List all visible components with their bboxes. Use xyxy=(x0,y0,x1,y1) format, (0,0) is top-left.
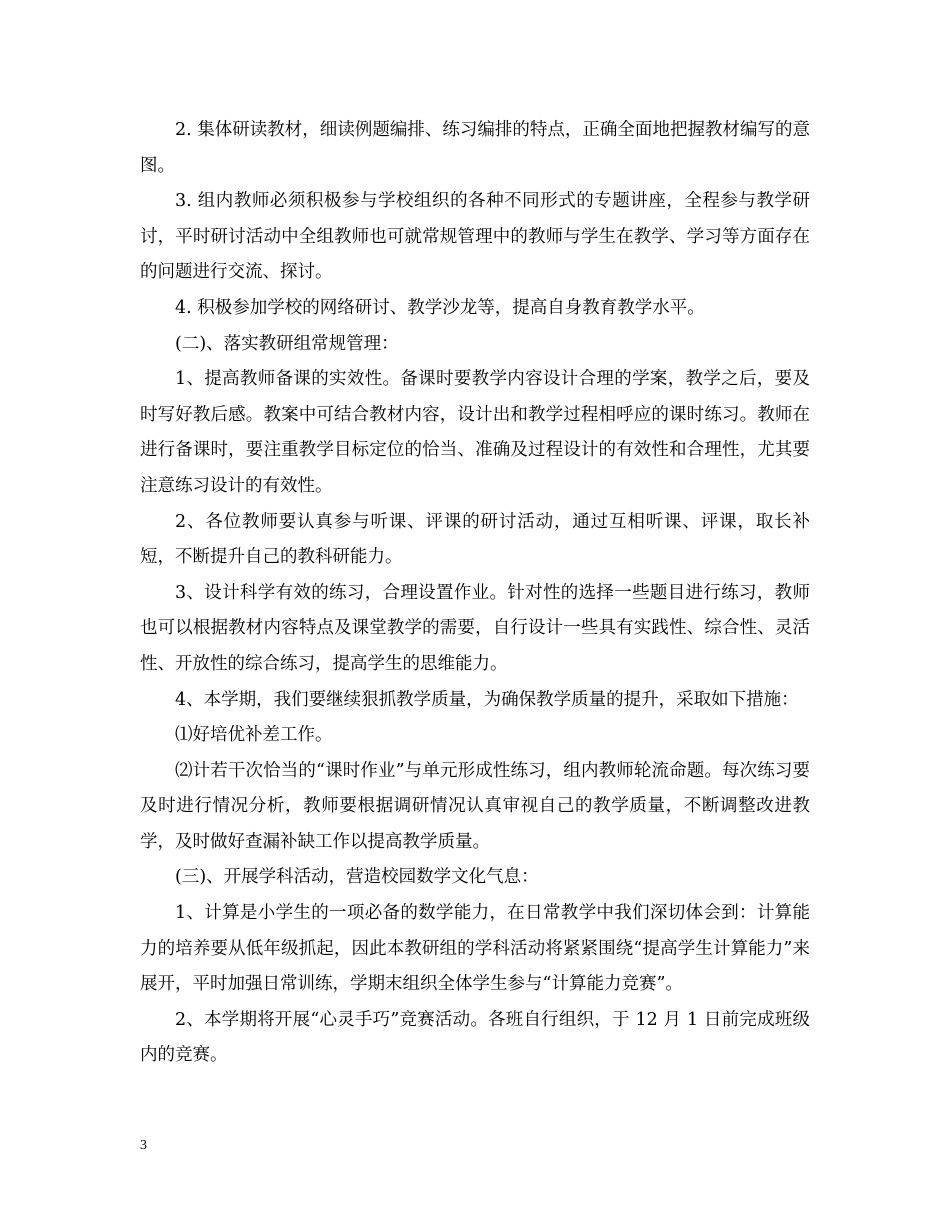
paragraph-competition: 2、本学期将开展“心灵手巧”竞赛活动。各班自行组织，于 12 月 1 日前完成班级内的竞赛。 xyxy=(140,1009,810,1066)
paragraph-lectures: 3. 组内教师必须积极参与学校组织的各种不同形式的专题讲座，全程参与教学研讨，平时研讨活动中全组教师也可就常规管理中的教师与学生在教学、学习等方面存在的问题进行交流、探讨。 xyxy=(140,191,810,283)
section-heading-routine-management: (二)、落实教研组常规管理： xyxy=(175,333,399,354)
page-number: 3 xyxy=(140,1138,147,1153)
paragraph-lesson-prep: 1、提高教师备课的实效性。备课时要教学内容设计合理的学案，教学之后，要及时写好教后感。教案中可结合教材内容，设计出和教学过程相呼应的课时练习。教师在进行备课时，要注重教学目标定位的恰当、准确及过程设计的有效性和合理性，尤其要注意练习设计的有效性。 xyxy=(140,369,810,496)
list-item-tutoring: ⑴好培优补差工作。 xyxy=(175,725,333,746)
paragraph-study-materials: 2. 集体研读教材，细读例题编排、练习编排的特点，正确全面地把握教材编写的意图。 xyxy=(140,120,810,176)
section-heading-subject-activities: (三)、开展学科活动，营造校园数学文化气息： xyxy=(175,867,539,888)
paragraph-teaching-quality: 4、本学期，我们要继续狠抓教学质量，为确保教学质量的提升，采取如下措施： xyxy=(175,689,799,710)
paragraph-online-research: 4. 积极参加学校的网络研讨、教学沙龙等，提高自身教育教学水平。 xyxy=(175,297,705,318)
paragraph-lesson-observation: 2、各位教师要认真参与听课、评课的研讨活动，通过互相听课、评课，取长补短，不断提升自己的教科研能力。 xyxy=(140,511,810,568)
paragraph-calculation-ability: 1、计算是小学生的一项必备的数学能力，在日常教学中我们深切体会到：计算能力的培养要从低年级抓起，因此本教研组的学科活动将紧紧围绕“提高学生计算能力”来展开，平时加强日常训练，学期末组织全体学生参与“计算能力竞赛”。 xyxy=(140,903,810,995)
paragraph-exercise-design: 3、设计科学有效的练习，合理设置作业。针对性的选择一些题目进行练习，教师也可以根据教材内容特点及课堂教学的需要，自行设计一些具有实践性、综合性、灵活性、开放性的综合练习，提高学生的思维能力。 xyxy=(140,582,810,674)
document-body xyxy=(140,113,810,1074)
list-item-homework: ⑵计若干次恰当的“课时作业”与单元形成性练习，组内教师轮流命题。每次练习要及时进行情况分析，教师要根据调研情况认真审视自己的教学质量，不断调整改进教学，及时做好查漏补缺工作以提高教学质量。 xyxy=(140,760,810,852)
